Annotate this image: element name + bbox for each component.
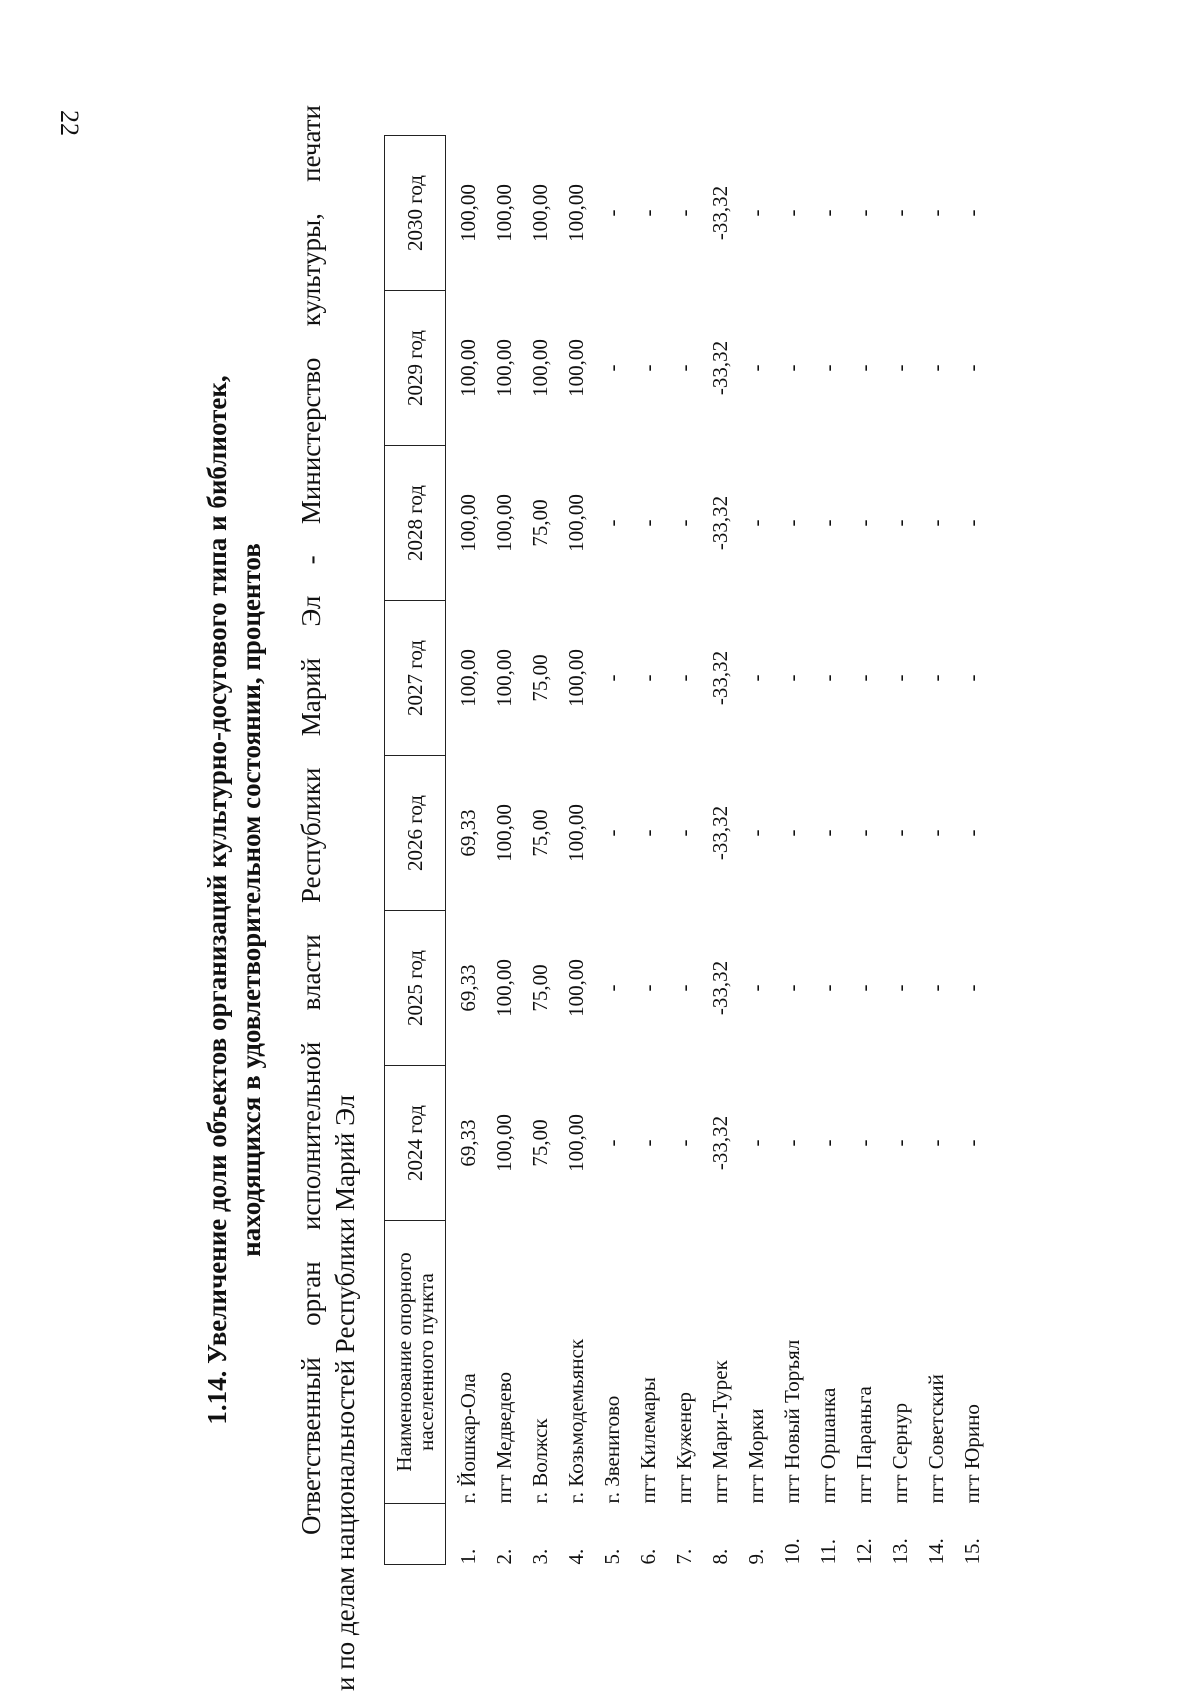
settlement-name: пгт Медведево [492, 1371, 516, 1504]
settlement-name: г. Волжск [528, 1418, 552, 1504]
settlement-name: пгт Новый Торъял [780, 1339, 804, 1504]
indicator-value: 100,00 [564, 649, 588, 707]
indicator-value: 100,00 [456, 649, 480, 707]
row-number: 7. [672, 1548, 696, 1565]
indicator-value: - [960, 519, 984, 527]
settlement-name: пгт Килемары [636, 1377, 660, 1504]
section-title-line1: 1.14. Увеличение доли объектов организаций культурно-досугового типа и библиотек, [202, 375, 232, 1425]
indicator-value: - [744, 364, 768, 372]
settlement-name: пгт Сернур [888, 1402, 912, 1504]
indicator-value: - [816, 829, 840, 837]
settlement-name: пгт Юрино [960, 1404, 984, 1504]
indicator-value: - [636, 364, 660, 372]
section-title [200, 105, 268, 1695]
indicator-value: 75,00 [528, 964, 552, 1012]
indicator-value: - [852, 364, 876, 372]
indicator-value: - [672, 674, 696, 682]
indicator-value: - [960, 209, 984, 217]
indicator-value: - [924, 209, 948, 217]
indicator-value: -33,32 [708, 960, 732, 1016]
indicator-value: 75,00 [528, 654, 552, 702]
indicator-value: - [816, 674, 840, 682]
indicator-value: - [636, 1139, 660, 1147]
settlement-name: пгт Советский [924, 1374, 948, 1504]
row-number: 12. [852, 1538, 876, 1565]
indicator-value: - [816, 364, 840, 372]
settlement-name: пгт Куженер [672, 1391, 696, 1504]
indicator-value: - [888, 519, 912, 527]
row-number: 3. [528, 1548, 552, 1565]
header-number [385, 1504, 446, 1565]
indicator-value: - [924, 829, 948, 837]
indicator-value: - [744, 209, 768, 217]
row-number: 6. [636, 1548, 660, 1565]
indicator-value: - [672, 364, 696, 372]
indicator-value: - [600, 984, 624, 992]
indicator-value: - [924, 1139, 948, 1147]
table-row [630, 136, 666, 1565]
indicator-value: 100,00 [564, 959, 588, 1017]
indicator-value: 100,00 [492, 804, 516, 862]
indicator-value: - [888, 674, 912, 682]
indicator-value: - [744, 519, 768, 527]
responsible-authority-line2: и по делам национальностей Республики Марий Эл [330, 1094, 360, 1691]
indicator-value: - [636, 829, 660, 837]
indicator-value: 75,00 [528, 1119, 552, 1167]
indicator-value: - [636, 984, 660, 992]
responsible-authority-line1: Ответственный орган исполнительной власти Республики Марий Эл - Министерство культуры, печати [296, 105, 326, 1535]
table-row [738, 136, 774, 1565]
indicator-value: - [852, 519, 876, 527]
indicator-value: - [960, 674, 984, 682]
indicator-value: - [960, 984, 984, 992]
indicator-value: 100,00 [564, 494, 588, 552]
indicator-value: - [888, 984, 912, 992]
indicator-value: -33,32 [708, 340, 732, 396]
indicator-value: - [924, 519, 948, 527]
indicator-value: - [780, 674, 804, 682]
indicator-value: - [924, 674, 948, 682]
rotated-page-content [200, 105, 1090, 1695]
table-row [558, 136, 594, 1565]
indicator-value: 69,33 [456, 809, 480, 857]
indicator-value: - [636, 209, 660, 217]
settlement-name: пгт Оршанка [816, 1387, 840, 1504]
indicator-value: - [672, 984, 696, 992]
table-row [666, 136, 702, 1565]
row-number: 9. [744, 1548, 768, 1565]
indicator-value: - [780, 209, 804, 217]
section-title-line2: находящихся в удовлетворительном состоянии, процентов [236, 543, 266, 1257]
indicator-value: - [672, 829, 696, 837]
settlement-name: пгт Морки [744, 1408, 768, 1504]
row-number: 2. [492, 1548, 516, 1565]
indicator-value: -33,32 [708, 650, 732, 706]
indicator-table [384, 135, 990, 1565]
header-year: 2028 год [385, 446, 446, 601]
settlement-name: г. Звенигово [600, 1395, 624, 1504]
indicator-value: - [780, 1139, 804, 1147]
row-number: 13. [888, 1538, 912, 1565]
indicator-value: - [600, 364, 624, 372]
indicator-value: - [744, 1139, 768, 1147]
header-year: 2025 год [385, 911, 446, 1066]
indicator-value: - [744, 829, 768, 837]
table-row [702, 136, 738, 1565]
indicator-value: 75,00 [528, 809, 552, 857]
indicator-value: 100,00 [456, 339, 480, 397]
table-row [846, 136, 882, 1565]
row-number: 5. [600, 1548, 624, 1565]
indicator-value: - [600, 829, 624, 837]
indicator-value: 100,00 [564, 184, 588, 242]
indicator-value: 100,00 [564, 1114, 588, 1172]
indicator-value: 69,33 [456, 1119, 480, 1167]
indicator-value: - [888, 364, 912, 372]
header-year: 2027 год [385, 601, 446, 756]
indicator-value: 100,00 [492, 649, 516, 707]
settlement-name: пгт Мари-Турек [708, 1360, 732, 1504]
indicator-value: - [852, 984, 876, 992]
header-settlement-name: Наименование опорного населенного пункта [385, 1221, 446, 1504]
indicator-value: - [924, 364, 948, 372]
indicator-value: -33,32 [708, 805, 732, 861]
indicator-value: - [744, 984, 768, 992]
indicator-value: - [600, 674, 624, 682]
indicator-value: 100,00 [528, 184, 552, 242]
row-number: 1. [456, 1548, 480, 1565]
indicator-value: - [636, 519, 660, 527]
table-row [918, 136, 954, 1565]
header-year: 2026 год [385, 756, 446, 911]
indicator-value: 100,00 [456, 184, 480, 242]
header-year: 2024 год [385, 1066, 446, 1221]
indicator-value: -33,32 [708, 495, 732, 551]
indicator-value: - [780, 829, 804, 837]
indicator-value: - [960, 1139, 984, 1147]
page-number: 22 [55, 110, 84, 136]
row-number: 4. [564, 1548, 588, 1565]
header-year: 2029 год [385, 291, 446, 446]
row-number: 11. [816, 1539, 840, 1565]
indicator-value: 100,00 [492, 1114, 516, 1172]
indicator-value: - [888, 1139, 912, 1147]
indicator-value: - [636, 674, 660, 682]
settlement-name: г. Йошкар-Ола [456, 1373, 480, 1504]
indicator-value: 100,00 [564, 339, 588, 397]
row-number: 8. [708, 1548, 732, 1565]
table-row [486, 136, 522, 1565]
table-row [882, 136, 918, 1565]
indicator-value: - [816, 209, 840, 217]
indicator-value: - [672, 209, 696, 217]
table-row [522, 136, 558, 1565]
indicator-value: - [816, 519, 840, 527]
indicator-value: - [960, 364, 984, 372]
indicator-value: -33,32 [708, 185, 732, 241]
indicator-value: - [924, 984, 948, 992]
indicator-value: 100,00 [492, 184, 516, 242]
indicator-value: - [816, 984, 840, 992]
indicator-value: - [600, 1139, 624, 1147]
indicator-value: 100,00 [492, 339, 516, 397]
indicator-value: 100,00 [456, 494, 480, 552]
indicator-value: - [888, 209, 912, 217]
indicator-value: 100,00 [564, 804, 588, 862]
indicator-value: - [888, 829, 912, 837]
indicator-value: - [816, 1139, 840, 1147]
indicator-value: -33,32 [708, 1115, 732, 1171]
indicator-value: - [672, 519, 696, 527]
table-row [954, 136, 990, 1565]
table-row [446, 136, 487, 1565]
indicator-value: 100,00 [492, 959, 516, 1017]
indicator-value: - [852, 674, 876, 682]
indicator-value: - [852, 829, 876, 837]
table-header-row [385, 136, 446, 1565]
header-year: 2030 год [385, 136, 446, 291]
indicator-value: - [744, 674, 768, 682]
indicator-value: - [852, 1139, 876, 1147]
row-number: 14. [924, 1538, 948, 1565]
row-number: 10. [780, 1538, 804, 1565]
settlement-name: г. Козьмодемьянск [564, 1338, 588, 1504]
responsible-authority [294, 105, 362, 1695]
table-row [594, 136, 630, 1565]
indicator-value: 100,00 [492, 494, 516, 552]
indicator-value: - [780, 984, 804, 992]
indicator-value: - [960, 829, 984, 837]
indicator-value: - [780, 364, 804, 372]
indicator-value: 75,00 [528, 499, 552, 547]
table-body [446, 136, 991, 1565]
indicator-value: - [672, 1139, 696, 1147]
table-row [774, 136, 810, 1565]
indicator-value: - [852, 209, 876, 217]
indicator-value: 100,00 [528, 339, 552, 397]
table-row [810, 136, 846, 1565]
settlement-name: пгт Параньга [852, 1386, 876, 1504]
indicator-value: - [600, 519, 624, 527]
indicator-value: - [600, 209, 624, 217]
indicator-value: 69,33 [456, 964, 480, 1012]
row-number: 15. [960, 1538, 984, 1565]
indicator-value: - [780, 519, 804, 527]
